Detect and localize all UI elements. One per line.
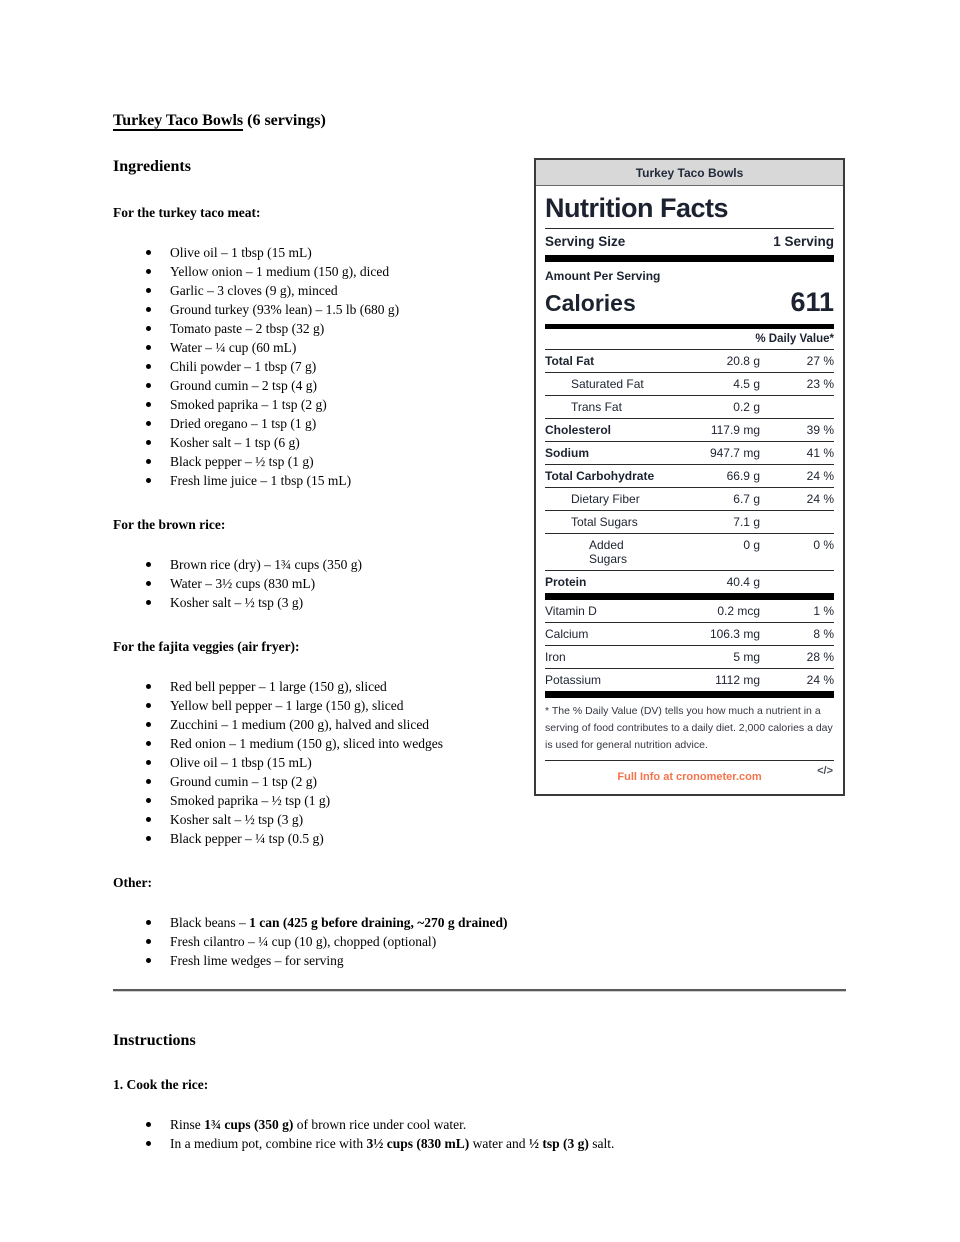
nutrient-amount: 5 mg [733,650,760,664]
nutrient-row [545,668,834,691]
serving-size-value: 1 Serving [773,234,834,249]
ingredient-item: Chili powder – 1 tbsp (7 g) [170,357,846,376]
nutrient-name: Total Fat [545,354,595,368]
ingredient-item: Water – ¼ cup (60 mL) [170,338,846,357]
nutrient-amount: 66.9 g [726,469,760,483]
page-title-servings: (6 servings) [243,112,326,129]
ingredient-item: Garlic – 3 cloves (9 g), minced [170,281,846,300]
ingredient-item: Tomato paste – 2 tbsp (32 g) [170,319,846,338]
nutrient-row [545,510,834,533]
ingredient-section-heading: For the turkey taco meat: [113,205,261,220]
nutrient-daily-value: 8 % [813,627,834,641]
nutrient-daily-value: 24 % [806,492,834,506]
ingredient-item: Ground turkey (93% lean) – 1.5 lb (680 g) [170,300,846,319]
ingredient-item: Ground cumin – 1 tsp (2 g) [170,772,846,791]
ingredient-section-heading: For the brown rice: [113,517,226,532]
calories-label: Calories [545,290,636,316]
instructions-heading: Instructions [113,1032,196,1049]
nutrient-amount: 0.2 mcg [717,604,760,618]
nutrient-row [545,487,834,510]
nutrient-amount: 0.2 g [733,400,760,414]
nutrient-daily-value: 39 % [806,423,834,437]
embed-code-icon[interactable]: </> [817,765,833,777]
nutrient-amount: 40.4 g [726,575,760,589]
nutrition-label-title-bar: Turkey Taco Bowls [536,160,843,186]
ingredient-item: Red bell pepper – 1 large (150 g), sliced [170,677,846,696]
nutrient-row [545,418,834,441]
step-heading: 1. Cook the rice: [113,1077,209,1092]
ingredient-item: Fresh cilantro – ¼ cup (10 g), chopped (optional) [170,932,846,951]
ingredient-item: Black beans – 1 can (425 g before draining, ~270 g drained) [170,913,846,932]
ingredient-item: Fresh lime juice – 1 tbsp (15 mL) [170,471,846,490]
ingredient-item: Black pepper – ¼ tsp (0.5 g) [170,829,846,848]
ingredient-item: Kosher salt – ½ tsp (3 g) [170,810,846,829]
ingredient-item: Olive oil – 1 tbsp (15 mL) [170,753,846,772]
ingredient-item: Smoked paprika – 1 tsp (2 g) [170,395,846,414]
nutrient-daily-value: 41 % [806,446,834,460]
nutrient-name: Total Carbohydrate [545,469,655,483]
nutrition-facts-heading: Nutrition Facts [545,193,729,223]
nutrient-name: Saturated Fat [571,377,644,391]
nutrient-row [545,372,834,395]
nutrient-name: Vitamin D [545,604,597,618]
nutrient-amount: 1112 mg [715,673,760,687]
nutrient-name: Calcium [545,627,589,641]
nutrient-row [545,622,834,645]
nutrient-name: Cholesterol [545,423,612,437]
ingredient-item: Water – 3½ cups (830 mL) [170,574,846,593]
daily-value-header: % Daily Value* [755,333,834,345]
ingredient-item: Ground cumin – 2 tsp (4 g) [170,376,846,395]
nutrient-daily-value: 0 % [813,538,834,552]
ingredient-item: Olive oil – 1 tbsp (15 mL) [170,243,846,262]
instruction-item: In a medium pot, combine rice with 3½ cups (830 mL) water and ½ tsp (3 g) salt. [170,1134,846,1153]
nutrient-amount: 0 g [743,538,760,552]
ingredient-item: Dried oregano – 1 tsp (1 g) [170,414,846,433]
nutrient-daily-value: 23 % [806,377,834,391]
nutrient-daily-value: 24 % [806,469,834,483]
nutrient-row [545,533,834,570]
ingredient-item: Zucchini – 1 medium (200 g), halved and sliced [170,715,846,734]
ingredient-item: Kosher salt – 1 tsp (6 g) [170,433,846,452]
nutrition-label [534,158,845,796]
ingredient-item: Red onion – 1 medium (150 g), sliced into wedges [170,734,846,753]
instruction-list [113,1115,846,1153]
divider-bar [545,593,834,600]
macro-nutrient-rows [545,349,834,593]
page-title-main: Turkey Taco Bowls [113,112,244,129]
nutrient-amount: 947.7 mg [709,446,760,460]
daily-value-footnote: * The % Daily Value (DV) tells you how much a nutrient in a serving of food contributes to a daily diet. 2,000 calories a day is used for general nutrition advice. [545,705,833,751]
nutrient-amount: 4.5 g [733,377,760,391]
cronometer-link[interactable]: Full Info at cronometer.com [617,771,762,783]
nutrient-row [545,441,834,464]
nutrient-amount: 6.7 g [733,492,760,506]
ingredient-item: Kosher salt – ½ tsp (3 g) [170,593,846,612]
nutrient-row [545,600,834,622]
calories-row [545,285,834,324]
nutrient-name: Trans Fat [571,400,622,414]
nutrient-row [545,570,834,593]
divider-bar [545,691,834,698]
nutrient-name: Dietary Fiber [571,492,640,506]
ingredient-item: Black pepper – ½ tsp (1 g) [170,452,846,471]
ingredient-item: Yellow bell pepper – 1 large (150 g), sliced [170,696,846,715]
nutrient-row [545,395,834,418]
nutrient-amount: 20.8 g [726,354,760,368]
nutrient-name: Potassium [545,673,602,687]
nutrient-row [545,464,834,487]
nutrient-daily-value: 24 % [806,673,834,687]
nutrient-name: Sodium [545,446,589,460]
ingredient-section-heading: For the fajita veggies (air fryer): [113,639,300,654]
amount-per-serving-label: Amount Per Serving [545,269,661,283]
calories-value: 611 [790,287,834,317]
ingredient-item: Fresh lime wedges – for serving [170,951,846,970]
nutrient-name: Iron [545,650,566,664]
ingredients-heading: Ingredients [113,158,191,175]
ingredient-list [113,913,846,970]
nutrient-daily-value: 28 % [806,650,834,664]
serving-size-row [545,229,834,255]
section-divider [113,989,846,992]
ingredient-section-heading: Other: [113,875,152,890]
nutrient-name: Total Sugars [571,515,638,529]
nutrient-row [545,349,834,372]
nutrient-daily-value: 1 % [813,604,834,618]
ingredient-item: Smoked paprika – ½ tsp (1 g) [170,791,846,810]
page-title [113,110,846,132]
nutrient-name: Added Sugars [589,538,628,566]
micro-nutrient-rows [545,600,834,691]
serving-size-label: Serving Size [545,234,626,249]
label-footer [545,760,834,788]
nutrient-name: Protein [545,575,587,589]
nutrient-amount: 106.3 mg [709,627,760,641]
ingredient-item: Brown rice (dry) – 1¾ cups (350 g) [170,555,846,574]
nutrient-daily-value: 27 % [806,354,834,368]
divider-bar [545,255,834,262]
nutrient-amount: 7.1 g [733,515,760,529]
instruction-item: Rinse 1¾ cups (350 g) of brown rice under cool water. [170,1115,846,1134]
nutrient-row [545,645,834,668]
nutrient-amount: 117.9 mg [710,423,760,437]
ingredient-item: Yellow onion – 1 medium (150 g), diced [170,262,846,281]
nutrition-label-body [536,186,843,794]
